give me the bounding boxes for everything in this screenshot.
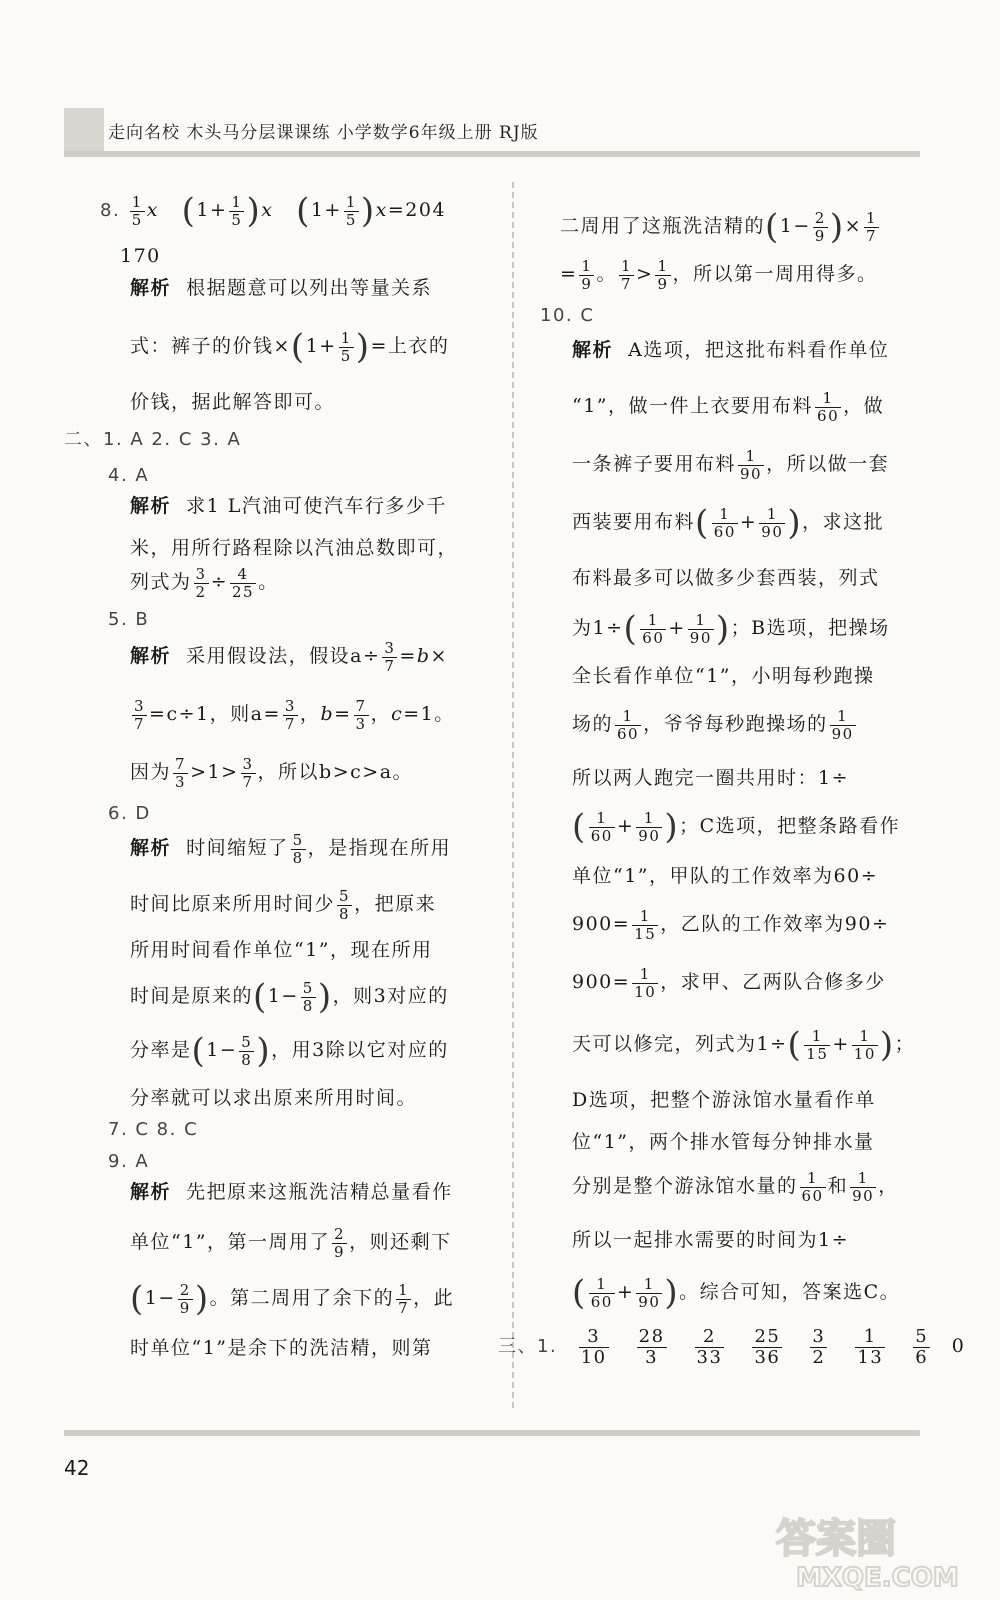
q5-answer: 5. B	[108, 609, 150, 630]
r-line-18: D选项，把整个游泳馆水量看作单	[572, 1089, 876, 1111]
q9-analysis-1: 解析 先把原来这瓶洗洁精总量看作	[130, 1181, 453, 1203]
q6-analysis-1: 解析 时间缩短了 $\frac{5}{8}$ ，是指现在所用	[130, 830, 452, 867]
q6-analysis-6: 分率就可以求出原来所用时间。	[130, 1087, 418, 1109]
r-line-11: 场的 $\frac{1}{60}$ ，爷爷每秒跑操场的 $\frac{1}{90}$	[572, 706, 854, 743]
r-line-20: 分别是整个游泳馆水量的 $\frac{1}{60}$ 和 $\frac{1}{90}$ ，	[572, 1168, 899, 1205]
r-line-15: 900= $\frac{1}{15}$ ，乙队的工作效率为90÷	[572, 906, 890, 943]
q4-answer: 4. A	[108, 465, 150, 486]
q8-line: 8. $\frac{1}{5}$ x (1+ $\frac{1}{5}$ )x (1+ $\frac{1}{5}$ )x=204	[100, 191, 447, 231]
q8-result: 170	[120, 245, 161, 267]
q4-analysis-3: 列式为 $\frac{3}{2}$ ÷ $\frac{4}{25}$ 。	[130, 564, 279, 601]
section-2-answers: 二、1. A 2. C 3. A	[64, 429, 242, 450]
answer-4: $\frac{25}{36}$	[754, 1325, 781, 1368]
q6-answer: 6. D	[108, 803, 151, 824]
q5-analysis-2: $\frac{3}{7}$ =c÷1，则a= $\frac{3}{7}$ ，b= $\frac{7}{3}$ ，c=1。	[134, 696, 455, 733]
header-decor-block	[64, 108, 104, 152]
q7-q8-answers: 7. C 8. C	[108, 1119, 199, 1140]
q9-answer: 9. A	[108, 1151, 150, 1172]
q9-analysis-3: (1− $\frac{2}{9}$ )。第二周用了余下的 $\frac{1}{7}$ ，此	[130, 1279, 455, 1319]
r-line-4: 解析 A选项，把这批布料看作单位	[572, 339, 890, 361]
q6-analysis-4: 时间是原来的(1− $\frac{5}{8}$ )，则3对应的	[130, 977, 449, 1017]
section-3-answers: 三、1. $\frac{3}{10}$ $\frac{28}{3}$ $\frac{2}{33}$ $\frac{25}{36}$ $\frac{3}{2}$ $\frac{1}{13}$ $\frac{5}{6}$ 0	[498, 1325, 966, 1368]
r-line-19: 位“1”，两个排水管每分钟排水量	[572, 1131, 875, 1153]
q6-analysis-3: 所用时间看作单位“1”，现在所用	[130, 939, 433, 961]
q4-analysis-2: 米，用所行路程除以汽油总数即可，	[130, 537, 459, 559]
answer-6: $\frac{1}{13}$	[857, 1325, 884, 1368]
answer-7: $\frac{5}{6}$	[915, 1325, 929, 1368]
r-line-7: 西装要用布料( $\frac{1}{60}$ + $\frac{1}{90}$ )，求这批	[572, 503, 885, 543]
footer-rule	[64, 1430, 920, 1436]
r-line-6: 一条裤子要用布料 $\frac{1}{90}$ ，所以做一套	[572, 446, 890, 483]
q5-analysis-3: 因为 $\frac{7}{3}$ >1> $\frac{3}{7}$ ，所以b>c>a。	[130, 754, 414, 791]
r-line-1: 二周用了这瓶洗洁精的(1− $\frac{2}{9}$ )× $\frac{1}{7}$	[560, 207, 878, 247]
q6-analysis-2: 时间比原来所用时间少 $\frac{5}{8}$ ，把原来	[130, 886, 437, 923]
header-title: 走向名校 木头马分层课课练 小学数学6年级上册 RJ版	[108, 123, 539, 143]
q4-analysis-1: 解析 求1 L汽油可使汽车行多少千	[130, 495, 447, 517]
q6-analysis-5: 分率是(1− $\frac{5}{8}$ )，用3除以它对应的	[130, 1031, 449, 1071]
q10-answer: 10. C	[540, 305, 595, 326]
r-line-22: ( $\frac{1}{60}$ + $\frac{1}{90}$ )。综合可知，答案选C。	[572, 1273, 901, 1313]
svg-text:MXQE.COM: MXQE.COM	[796, 1563, 959, 1592]
answer-1: $\frac{3}{10}$	[580, 1325, 607, 1368]
r-line-5: “1”，做一件上衣要用布料 $\frac{1}{60}$ ，做	[572, 388, 885, 425]
svg-text:答案圈: 答案圈	[776, 1516, 896, 1562]
r-line-12: 所以两人跑完一圈共用时：1÷	[572, 767, 850, 789]
page-number: 42	[64, 1456, 90, 1480]
q8-number: 8.	[100, 200, 121, 221]
answer-5: $\frac{3}{2}$	[812, 1325, 826, 1368]
q5-analysis-1: 解析 采用假设法，假设a÷ $\frac{3}{7}$ =b×	[130, 638, 448, 675]
column-divider	[512, 182, 514, 1408]
r-line-8: 布料最多可以做多少套西装，列式	[572, 567, 880, 589]
q8-analysis-1: 解析 根据题意可以列出等量关系	[130, 277, 433, 299]
answer-8: 0	[951, 1335, 966, 1357]
r-line-13: ( $\frac{1}{60}$ + $\frac{1}{90}$ )；C选项，把整条路看作	[572, 807, 901, 847]
watermark-logo	[766, 1508, 986, 1592]
r-line-14: 单位“1”，甲队的工作效率为60÷	[572, 865, 879, 887]
r-line-10: 全长看作单位“1”，小明每秒跑操	[572, 665, 875, 687]
r-line-9: 为1÷( $\frac{1}{60}$ + $\frac{1}{90}$ )；B选项，把操场	[572, 609, 890, 649]
answer-3: $\frac{2}{33}$	[696, 1325, 723, 1368]
q8-analysis-3: 价钱，据此解答即可。	[130, 391, 336, 413]
r-line-17: 天可以修完，列式为1÷( $\frac{1}{15}$ + $\frac{1}{10}$ )；	[572, 1025, 916, 1065]
r-line-21: 所以一起排水需要的时间为1÷	[572, 1229, 850, 1251]
q9-analysis-4: 时单位“1”是余下的洗洁精，则第	[130, 1337, 433, 1359]
q8-analysis-2: 式：裤子的价钱×(1+ $\frac{1}{5}$ )=上衣的	[130, 327, 450, 367]
r-line-16: 900= $\frac{1}{10}$ ，求甲、乙两队合修多少	[572, 964, 886, 1001]
header-rule	[64, 151, 920, 157]
r-line-2: = $\frac{1}{9}$ 。 $\frac{1}{7}$ > $\frac{1}{9}$ ，所以第一周用得多。	[560, 256, 878, 293]
answer-2: $\frac{28}{3}$	[638, 1325, 665, 1368]
q9-analysis-2: 单位“1”，第一周用了 $\frac{2}{9}$ ，则还剩下	[130, 1224, 452, 1261]
